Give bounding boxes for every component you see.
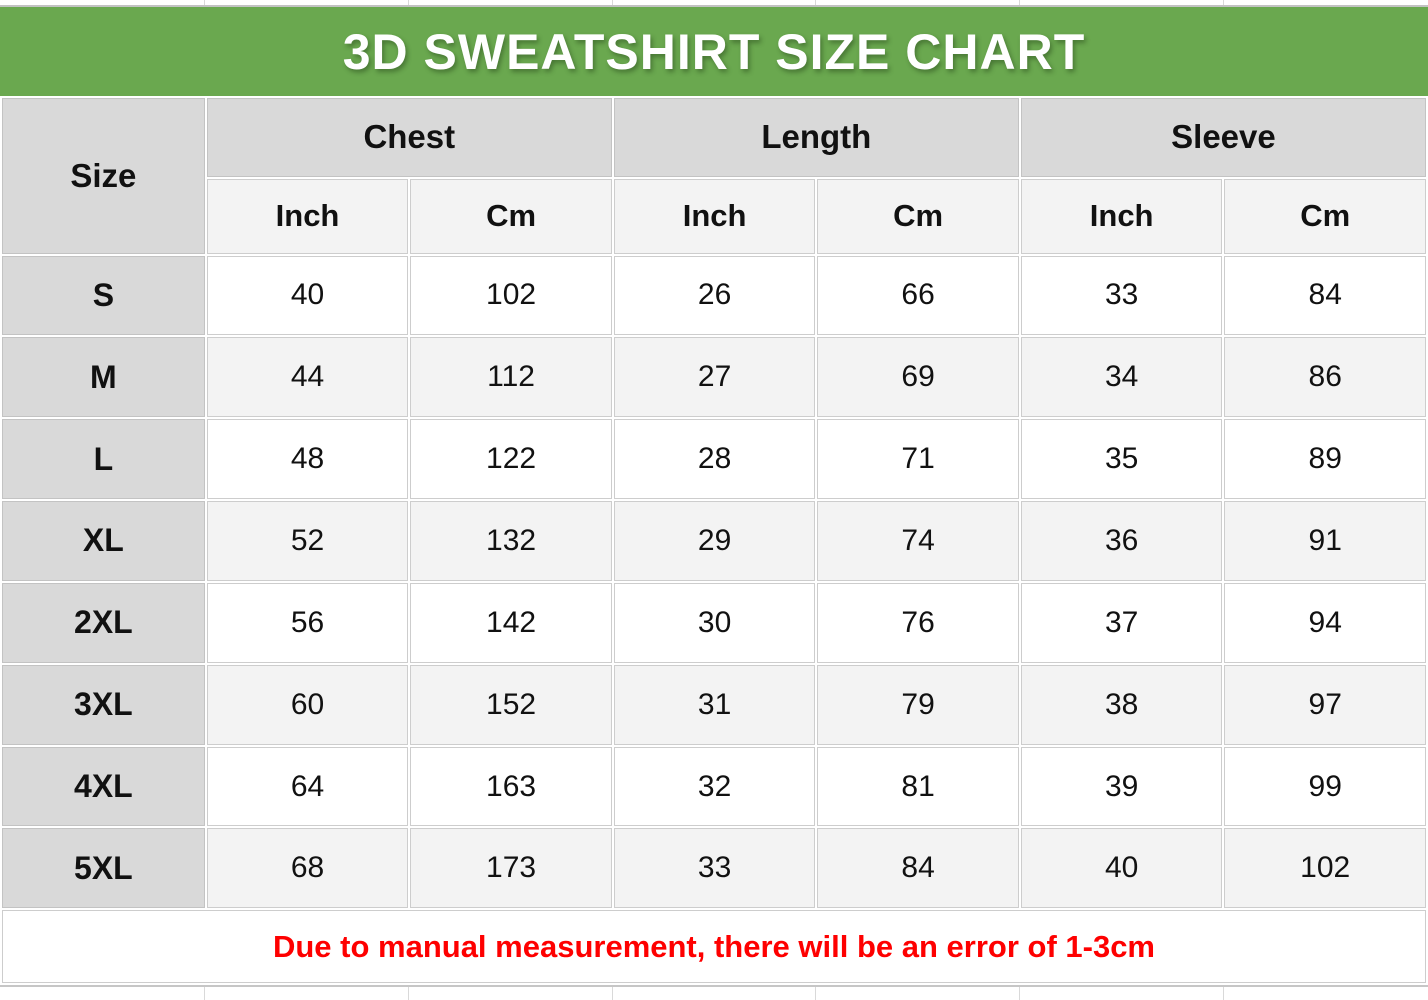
table-row-m [2,337,1426,417]
table-row-4xl [2,747,1426,827]
value-cell: 102 [1224,828,1426,908]
value-cell: 34 [1021,337,1223,417]
value-cell: 64 [207,747,409,827]
size-label-cell: S [2,256,205,336]
value-cell: 68 [207,828,409,908]
group-header-length: Length [614,98,1019,177]
value-cell: 29 [614,501,816,581]
value-cell: 36 [1021,501,1223,581]
spreadsheet-grid-strip-bottom [0,985,1428,1000]
size-label-cell: 3XL [2,665,205,745]
table-row-s [2,256,1426,336]
value-cell: 163 [410,747,612,827]
size-chart-table [0,96,1428,985]
value-cell: 66 [817,256,1019,336]
size-label-cell: L [2,419,205,499]
value-cell: 79 [817,665,1019,745]
value-cell: 30 [614,583,816,663]
value-cell: 28 [614,419,816,499]
value-cell: 32 [614,747,816,827]
table-row-xl [2,501,1426,581]
value-cell: 122 [410,419,612,499]
value-cell: 37 [1021,583,1223,663]
table-row-2xl [2,583,1426,663]
value-cell: 35 [1021,419,1223,499]
value-cell: 74 [817,501,1019,581]
value-cell: 81 [817,747,1019,827]
value-cell: 71 [817,419,1019,499]
value-cell: 152 [410,665,612,745]
value-cell: 40 [207,256,409,336]
size-label-cell: M [2,337,205,417]
value-cell: 94 [1224,583,1426,663]
value-cell: 39 [1021,747,1223,827]
value-cell: 26 [614,256,816,336]
value-cell: 27 [614,337,816,417]
size-label-cell: 5XL [2,828,205,908]
value-cell: 99 [1224,747,1426,827]
value-cell: 56 [207,583,409,663]
value-cell: 102 [410,256,612,336]
value-cell: 31 [614,665,816,745]
page-title: 3D SWEATSHIRT SIZE CHART [342,23,1086,80]
unit-header-sleeve-cm: Cm [1224,179,1426,254]
value-cell: 91 [1224,501,1426,581]
group-header-row [2,98,1426,177]
value-cell: 33 [1021,256,1223,336]
value-cell: 86 [1224,337,1426,417]
value-cell: 112 [410,337,612,417]
group-header-sleeve: Sleeve [1021,98,1426,177]
unit-header-length-inch: Inch [614,179,816,254]
unit-header-chest-inch: Inch [207,179,409,254]
unit-header-sleeve-inch: Inch [1021,179,1223,254]
value-cell: 97 [1224,665,1426,745]
value-cell: 52 [207,501,409,581]
size-label-cell: 4XL [2,747,205,827]
value-cell: 38 [1021,665,1223,745]
value-cell: 44 [207,337,409,417]
value-cell: 76 [817,583,1019,663]
spreadsheet-grid-strip-top [0,0,1428,7]
table-row-5xl [2,828,1426,908]
value-cell: 173 [410,828,612,908]
size-label-cell: XL [2,501,205,581]
value-cell: 60 [207,665,409,745]
measurement-note-row [2,910,1426,983]
group-header-chest: Chest [207,98,612,177]
table-row-3xl [2,665,1426,745]
value-cell: 132 [410,501,612,581]
measurement-note: Due to manual measurement, there will be an error of 1-3cm [2,910,1426,983]
value-cell: 48 [207,419,409,499]
value-cell: 84 [817,828,1019,908]
unit-header-length-cm: Cm [817,179,1019,254]
value-cell: 89 [1224,419,1426,499]
value-cell: 40 [1021,828,1223,908]
table-row-l [2,419,1426,499]
value-cell: 142 [410,583,612,663]
size-label-cell: 2XL [2,583,205,663]
size-column-header: Size [2,98,205,254]
value-cell: 84 [1224,256,1426,336]
title-banner [0,7,1428,96]
value-cell: 69 [817,337,1019,417]
unit-header-chest-cm: Cm [410,179,612,254]
value-cell: 33 [614,828,816,908]
unit-header-row [2,179,1426,254]
